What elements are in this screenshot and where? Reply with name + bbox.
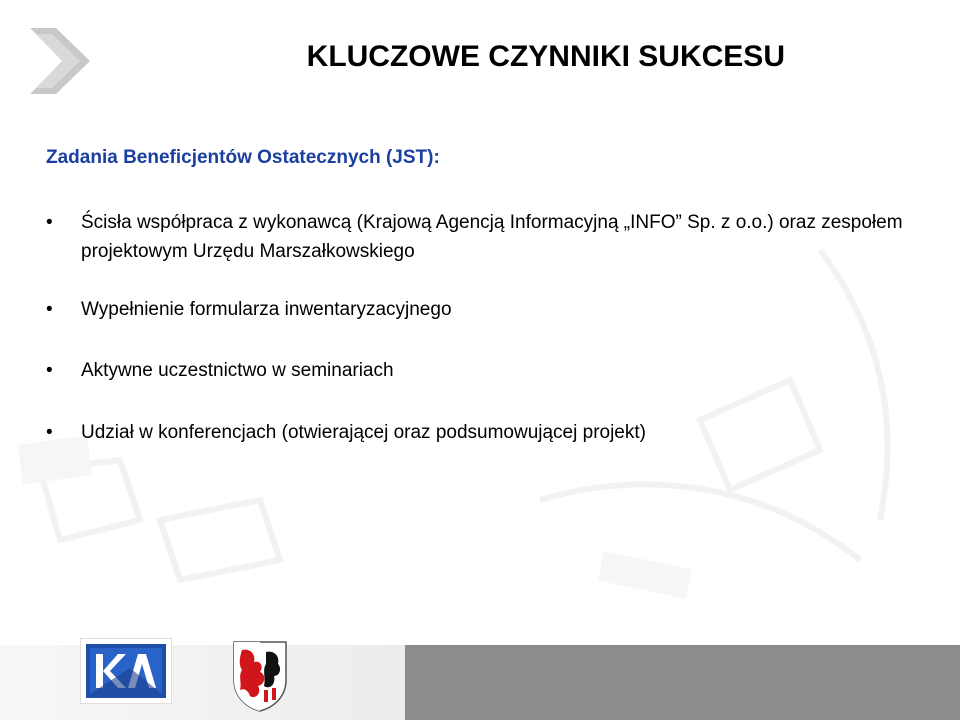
footer-band: [0, 645, 405, 720]
ki-logo: [80, 638, 172, 704]
bullet-text: Aktywne uczestnictwo w seminariach: [81, 360, 394, 381]
bullet-marker: •: [46, 299, 53, 320]
bullet-marker: •: [46, 422, 53, 443]
slide-subtitle: Zadania Beneficjentów Ostatecznych (JST):: [46, 147, 440, 168]
bullet-text: Udział w konferencjach (otwierającej oraz podsumowującej projekt): [81, 422, 646, 443]
slide-title: KLUCZOWE CZYNNIKI SUKCESU: [306, 40, 785, 73]
coat-of-arms-logo: [230, 640, 290, 712]
bullet-marker: •: [46, 212, 53, 233]
bullet-text: Ścisła współpraca z wykonawcą (Krajową Agencją Informacyjną „INFO” Sp. z o.o.) oraz zespołem projektowym Urzędu Marszałkowskiego: [81, 212, 903, 262]
chevron-right-icon: [30, 28, 90, 94]
footer-bar: [405, 645, 960, 720]
bullet-marker: •: [46, 360, 53, 381]
bullet-text: Wypełnienie formularza inwentaryzacyjnego: [81, 299, 452, 320]
